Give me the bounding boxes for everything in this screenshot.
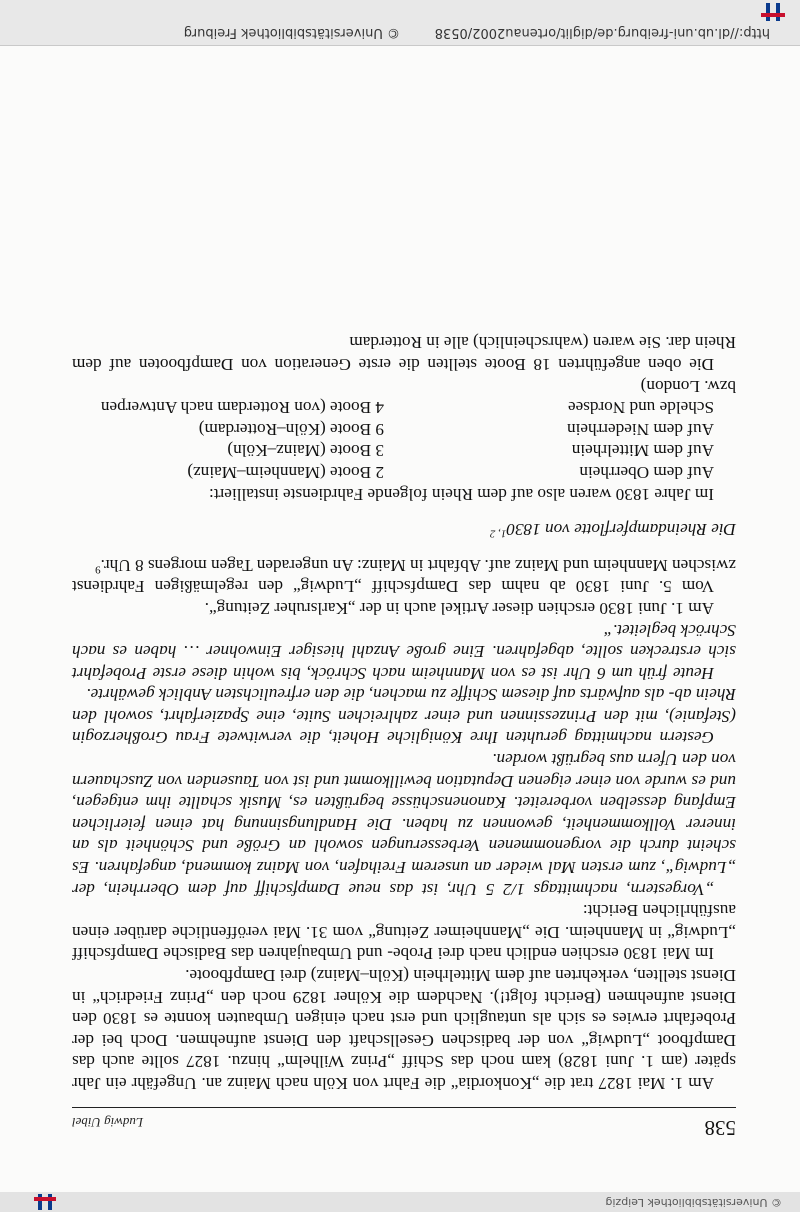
quote-text: 5 Uhr, ist das neue Dampfschiff auf dem Oberrhein, der „Ludwig“, zum ersten Mal wieder an unserem Freihafen, von Mainz kommend, angefahren. Es scheint durch die vorgenommenen Verbesserungen sowohl an Größe und Schönheit als an innerer Vollkommenheit, gewonnen zu haben. Die Handlungsinnung hat einen feierlichen Empfang desselben vorbereitet. Kanonenschüsse begrüßten es, Musik schallte ihm entgegen, und es wurde von einer eigenen Deputation bewillkommt und ist von Tausenden von Zuschauern von den Ufern aus begrüßt worden.	[72, 750, 736, 899]
running-head: Ludwig Uibel	[72, 1115, 144, 1130]
footnote-ref: 1, 2	[489, 527, 507, 540]
route-row	[72, 397, 736, 419]
holder-notice-bottom: © Universitätsbibliothek Freiburg	[183, 25, 400, 40]
route-boats: 9 Boote (Köln–Rotterdam)	[198, 419, 384, 439]
route-area: Schelde und Nordsee	[567, 398, 714, 418]
body-text	[72, 332, 736, 1094]
page-number: 538	[704, 1116, 736, 1140]
source-url[interactable]: http://dl.ub.uni-freiburg.de/diglit/ortenau2002/0538	[434, 25, 770, 40]
paragraph-text: Vom 5. Juni 1830 ab nahm das Dampfschiff „Ludwig“ den regelmäßigen Fahrdienst zwischen Mannheim und Mainz auf. Abfahrt in Mainz: An ungeraden Tagen morgens 8 Uhr.	[72, 555, 736, 597]
route-area: Auf dem Oberrhein	[579, 462, 714, 482]
route-boats: 2 Boote (Mannheim–Mainz)	[187, 462, 384, 482]
quote-paragraph: Heute früh um 6 Uhr ist es von Mannheim nach Schröck, bis wohin diese erste Probefahrt sich erstrecken sollte, abgefahren. Eine große Anzahl hiesiger Einwohner … haben es nach Schröck begleitet.“	[72, 620, 736, 683]
route-continuation: bzw. London)	[640, 376, 736, 396]
paragraph: Im Mai 1830 erschien endlich nach drei Probe- und Umbaujahren das Badische Dampfschiff „Ludwig“ in Mannheim. Die „Mannheimer Zeitung“ vom 31. Mai veröffentliche darüber einen ausführlichen Bericht:	[72, 901, 736, 964]
paragraph: Im Jahre 1830 waren also auf dem Rhein folgende Fahrdienste installiert:	[209, 484, 714, 504]
page-header	[72, 1107, 736, 1142]
viewer-top-bar	[0, 1191, 800, 1212]
viewer-bottom-bar	[0, 0, 800, 46]
document-page	[0, 46, 800, 1192]
quote-text: „Vorgestern, nachmittags	[524, 879, 714, 899]
paragraph: Am 1. Juni 1830 erschien dieser Artikel auch in der „Karlsruher Zeitung“.	[204, 598, 714, 618]
route-row	[72, 440, 736, 462]
route-area: Auf dem Mittelrhein	[571, 441, 714, 461]
paragraph: Am 1. Mai 1827 trat die „Konkordia“ die Fahrt von Köln nach Mainz an. Ungefähr ein Jahr später (am 1. Juni 1828) kam noch das Schiff „Prinz Wilhelm“ hinzu. 1827 sollte auch das Dampfboot „Ludwig“ von der badischen Gesellschaft den Dienst aufnehmen. Doch bei der Probefahrt erwies es sich als untauglich und erst nach einigen Umbauten konnte es 1830 den Dienst aufnehmen (Bericht folgt!). Nachdem die Kölner 1829 noch den „Prinz Friedrich“ in Dienst stellten, verkehrten auf dem Mittelrhein (Köln–Mainz) drei Dampfboote.	[72, 966, 736, 1093]
route-area: Auf dem Niederrhein	[567, 419, 714, 439]
fraction: 1/2	[502, 879, 525, 899]
quote-paragraph	[72, 749, 736, 900]
paragraph	[72, 554, 736, 597]
route-row	[72, 461, 736, 483]
route-row	[72, 418, 736, 440]
route-boats: 3 Boote (Mainz–Köln)	[227, 441, 384, 461]
section-heading	[72, 519, 736, 541]
section-heading-text: Die Rheindampferflotte von 1830	[506, 520, 736, 540]
quote-paragraph: Gestern nachmittag geruhten Ihre Königliche Hoheit, die verwitwete Frau Großherzogin (Stefanie), mit den Prinzessinnen und einer zahlreichen Suite, eine Spazierfahrt, sowohl den Rhein ab- als aufwärts auf diesem Schiffe zu machen, die den erfreulichsten Anblick gewährte.	[72, 685, 736, 748]
paragraph: Die oben angeführten 18 Boote stellten die erste Generation von Dampfbooten auf dem Rhein dar. Sie waren (wahrscheinlich) alle in Rotterdam	[72, 333, 736, 374]
route-boats: 4 Boote (von Rotterdam nach Antwerpen	[100, 398, 384, 418]
holder-notice-top: © Universitätsbibliothek Leipzig	[605, 1196, 782, 1209]
footnote-ref: 9	[95, 563, 101, 576]
